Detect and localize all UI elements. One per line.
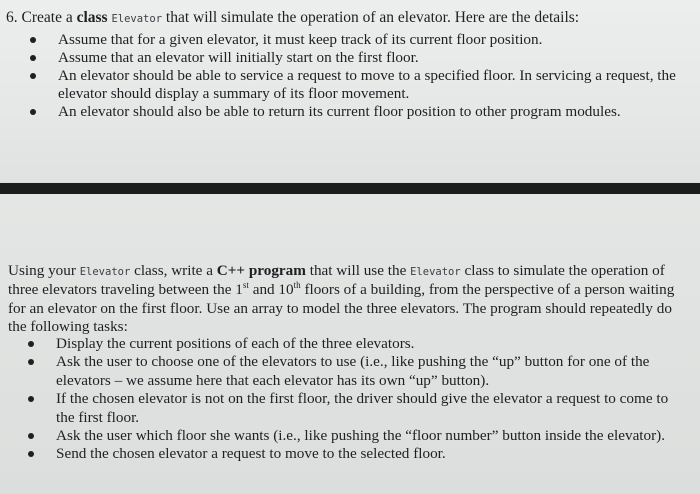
- question-intro: 6. Create a class Elevator that will simulate the operation of an elevator. Here are the details:: [6, 9, 580, 26]
- list-item: Send the chosen elevator a request to move to the selected floor.: [28, 445, 688, 463]
- bullet-icon: [28, 451, 34, 457]
- tasks-list: [28, 335, 688, 464]
- list-item: If the chosen elevator is not on the first floor, the driver should give the elevator a request to come to the first floor.: [28, 390, 688, 427]
- bullet-icon: [30, 37, 36, 43]
- class-name-code: Elevator: [111, 13, 163, 25]
- list-item: Display the current positions of each of the three elevators.: [28, 335, 688, 353]
- list-item: Assume that for a given elevator, it must keep track of its current floor position.: [30, 31, 690, 49]
- bullet-icon: [30, 55, 36, 61]
- details-list: [30, 31, 690, 121]
- bullet-icon: [28, 396, 34, 402]
- bullet-icon: [30, 73, 36, 79]
- divider-bar: [0, 183, 700, 194]
- list-item: An elevator should also be able to return its current floor position to other program modules.: [30, 103, 690, 121]
- bullet-icon: [30, 109, 36, 115]
- list-item: An elevator should be able to service a request to move to a specified floor. In servicing a request, the elevator should display a summary of its floor movement.: [30, 67, 690, 103]
- program-paragraph: Using your Elevator class, write a C++ program that will use the Elevator class to simulate the operation of three elevators traveling between the 1st and 10th floors of a building, from the perspective of a person waiting for an elevator on the first floor. Use an array to model the three elevators. The program should repeatedly do the following tasks:: [8, 262, 675, 336]
- list-item: Ask the user which floor she wants (i.e., like pushing the “floor number” button inside the elevator).: [28, 427, 688, 445]
- bullet-icon: [28, 341, 34, 347]
- question-number: 6.: [6, 9, 18, 26]
- bullet-icon: [28, 359, 34, 365]
- class-name-code: Elevator: [410, 266, 461, 278]
- bullet-icon: [28, 433, 34, 439]
- class-name-code: Elevator: [79, 266, 131, 278]
- list-item: Assume that an elevator will initially start on the first floor.: [30, 49, 690, 67]
- list-item: Ask the user to choose one of the elevators to use (i.e., like pushing the “up” button for one of the elevators – we assume here that each elevator has its own “up” button).: [28, 353, 688, 390]
